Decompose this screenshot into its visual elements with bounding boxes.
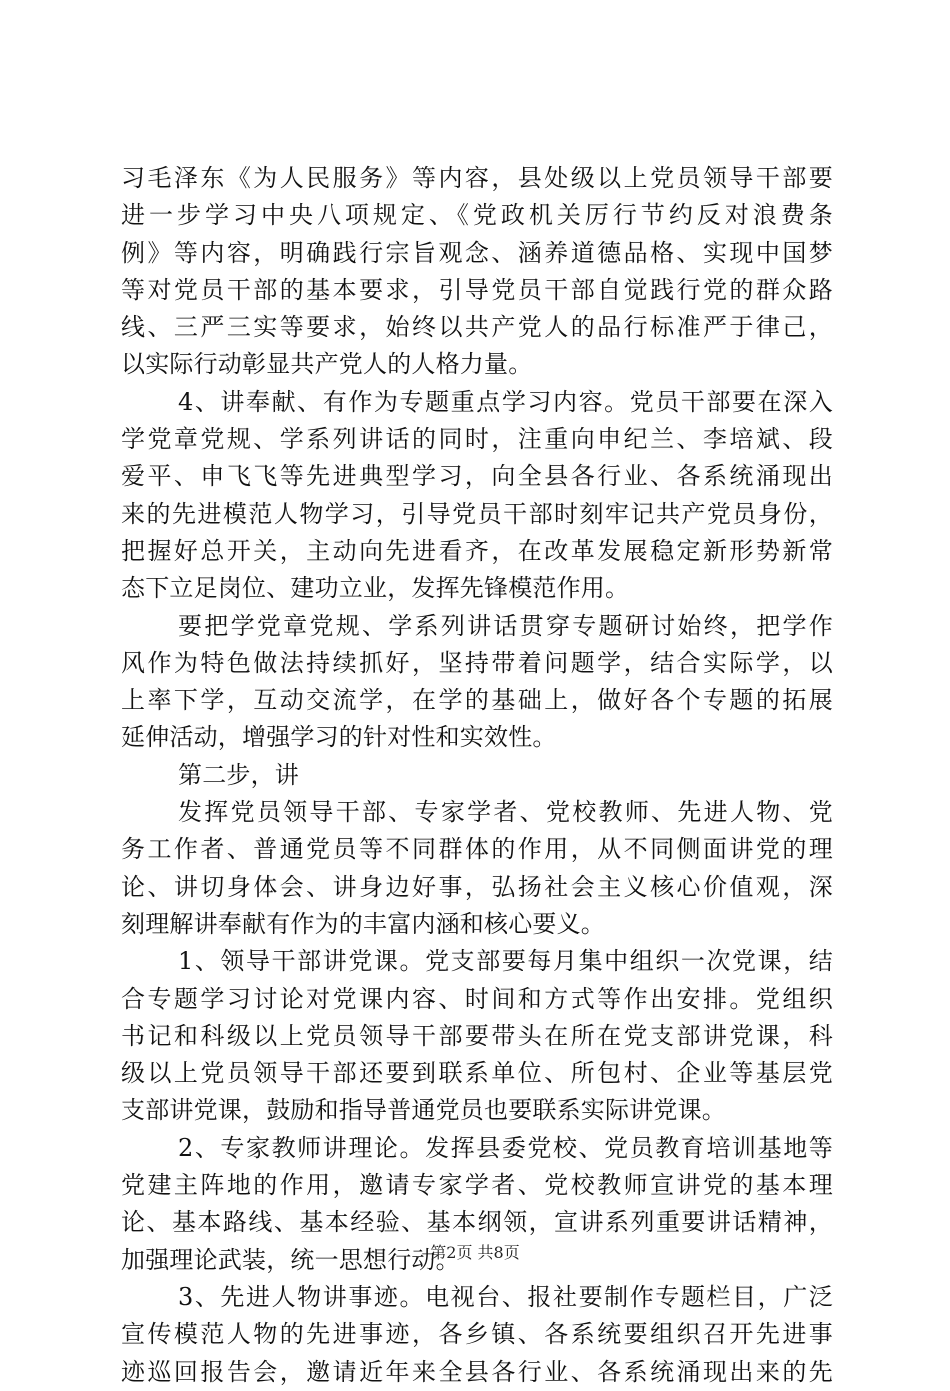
- text-line: 发挥党员领导干部、专家学者、党校教师、先进人物、党: [178, 798, 833, 827]
- section-heading: 第二步，讲: [178, 760, 299, 789]
- document-body: [121, 160, 833, 1391]
- text-line: 例》等内容，明确践行宗旨观念、涵养道德品格、实现中国梦: [121, 238, 833, 267]
- text-line: 4、讲奉献、有作为专题重点学习内容。党员干部要在深入: [178, 387, 833, 416]
- text-line: 1、领导干部讲党课。党支部要每月集中组织一次党课，结: [178, 947, 833, 976]
- text-line: 论、讲切身体会、讲身边好事，弘扬社会主义核心价值观，深: [121, 872, 833, 901]
- text-line: 2、专家教师讲理论。发挥县委党校、党员教育培训基地等: [178, 1133, 833, 1162]
- page-number-footer: 第2页 共8页: [430, 1243, 520, 1262]
- text-line: 来的先进模范人物学习，引导党员干部时刻牢记共产党员身份，: [121, 499, 833, 528]
- text-line: 支部讲党课，鼓励和指导普通党员也要联系实际讲党课。: [121, 1096, 726, 1125]
- text-line: 级以上党员领导干部还要到联系单位、所包村、企业等基层党: [121, 1059, 833, 1088]
- text-line: 线、三严三实等要求，始终以共产党人的品行标准严于律己，: [121, 313, 833, 342]
- text-line: 以实际行动彰显共产党人的人格力量。: [121, 350, 533, 379]
- text-line: 风作为特色做法持续抓好，坚持带着问题学，结合实际学，以: [121, 648, 833, 677]
- text-line: 书记和科级以上党员领导干部要带头在所在党支部讲党课，科: [121, 1021, 833, 1050]
- text-line: 把握好总开关，主动向先进看齐，在改革发展稳定新形势新常: [121, 536, 833, 565]
- text-line: 等对党员干部的基本要求，引导党员干部自觉践行党的群众路: [121, 275, 833, 304]
- text-line: 论、基本路线、基本经验、基本纲领，宣讲系列重要讲话精神，: [121, 1208, 833, 1237]
- text-line: 爱平、申飞飞等先进典型学习，向全县各行业、各系统涌现出: [121, 462, 833, 491]
- text-line: 习毛泽东《为人民服务》等内容，县处级以上党员领导干部要: [121, 164, 833, 192]
- text-line: 延伸活动，增强学习的针对性和实效性。: [121, 723, 557, 752]
- text-line: 党建主阵地的作用，邀请专家学者、党校教师宣讲党的基本理: [121, 1171, 833, 1200]
- text-line: 合专题学习讨论对党课内容、时间和方式等作出安排。党组织: [121, 984, 833, 1013]
- text-line: 务工作者、普通党员等不同群体的作用，从不同侧面讲党的理: [121, 835, 833, 864]
- text-line: 迹巡回报告会，邀请近年来全县各行业、各系统涌现出来的先: [121, 1357, 833, 1386]
- text-line: 3、先进人物讲事迹。电视台、报社要制作专题栏目，广泛: [178, 1282, 833, 1311]
- text-line: 进一步学习中央八项规定、《党政机关厉行节约反对浪费条: [121, 201, 833, 230]
- text-line: 要把学党章党规、学系列讲话贯穿专题研讨始终，把学作: [178, 611, 833, 640]
- text-line: 宣传模范人物的先进事迹，各乡镇、各系统要组织召开先进事: [121, 1320, 833, 1349]
- text-line: 态下立足岗位、建功立业，发挥先锋模范作用。: [121, 574, 630, 603]
- text-line: 上率下学，互动交流学，在学的基础上，做好各个专题的拓展: [121, 686, 833, 715]
- text-line: 学党章党规、学系列讲话的同时，注重向申纪兰、李培斌、段: [121, 425, 833, 454]
- text-line: 加强理论武装，统一思想行动。: [121, 1245, 460, 1274]
- text-line: 刻理解讲奉献有作为的丰富内涵和核心要义。: [121, 909, 605, 938]
